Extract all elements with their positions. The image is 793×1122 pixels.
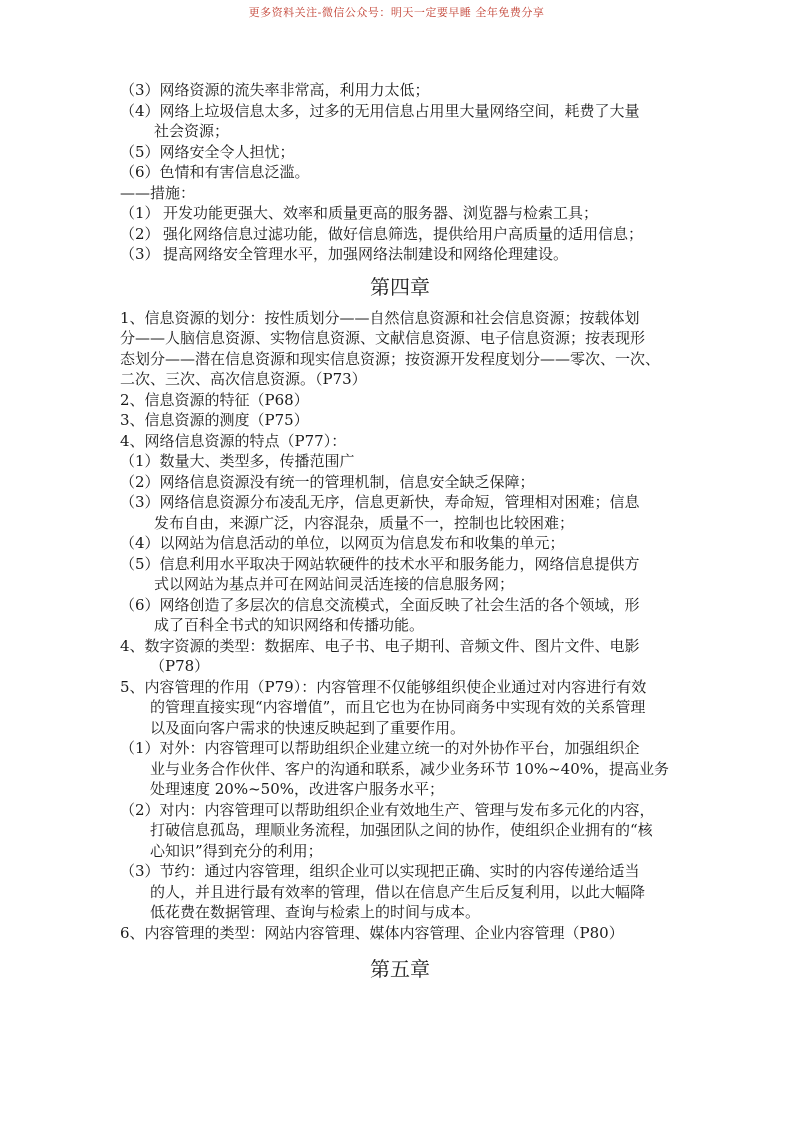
list-item-continuation: 处理速度 20%~50%，改进客户服务水平； — [150, 780, 445, 798]
list-item: （6）色情和有害信息泛滥。 — [120, 163, 310, 181]
measure-item — [120, 224, 680, 245]
list-item: （2）对内：内容管理可以帮助组织企业有效地生产、管理与发布多元化的内容， — [120, 800, 655, 819]
list-item: （5）网络安全令人担忧； — [120, 142, 295, 161]
list-item: （2）网络信息资源没有统一的管理机制，信息安全缺乏保障； — [120, 472, 535, 491]
measure-number: （2） — [120, 224, 160, 243]
list-item: （1）对外：内容管理可以帮助组织企业建立统一的对外协作平台，加强组织企 — [120, 739, 640, 757]
list-item: （5）信息利用水平取决于网站软硬件的技术水平和服务能力，网络信息提供方 — [120, 554, 640, 573]
list-item: 4、网络信息资源的特点（P77）： — [120, 431, 347, 450]
measure-text: 开发功能更强大、效率和质量更高的服务器、浏览器与检索工具； — [163, 204, 599, 222]
list-item-continuation: 的管理直接实现“内容增值”，而且它也为在协同商务中实现有效的关系管理 — [150, 698, 646, 716]
list-item: （4）网络上垃圾信息太多，过多的无用信息占用里大量网络空间，耗费了大量 — [120, 101, 640, 120]
promo-header: 更多资料关注-微信公众号：明天一定要早睡 全年免费分享 — [248, 6, 545, 19]
measure-item — [120, 203, 680, 224]
list-item-continuation: 的人，并且进行最有效率的管理，借以在信息产生后反复利用，以此大幅降 — [150, 882, 646, 901]
list-item-continuation: 成了百科全书式的知识网络和传播功能。 — [154, 616, 425, 634]
paragraph-line: 分——人脑信息资源、实物信息资源、文献信息资源、电子信息资源；按表现形 — [120, 329, 646, 347]
list-item-continuation: （P78） — [150, 657, 210, 675]
measure-text: 提高网络安全管理水平，加强网络法制建设和网络伦理建设。 — [163, 245, 569, 263]
paragraph-line: 二次、三次、高次信息资源。（P73） — [120, 370, 367, 388]
list-item: （3）节约：通过内容管理，组织企业可以实现把正确、实时的内容传递给适当 — [120, 862, 640, 880]
list-item: （4）以网站为信息活动的单位，以网页为信息发布和收集的单元； — [120, 534, 565, 552]
list-item: 2、信息资源的特征（P68） — [120, 390, 309, 409]
list-item-continuation: 打破信息孤岛，理顺业务流程，加强团队之间的协作，使组织企业拥有的“核 — [150, 821, 653, 839]
measures-title: ——措施： — [120, 183, 196, 202]
chapter-4-body — [120, 308, 680, 944]
document-body — [120, 80, 680, 990]
chapter-4-title: 第四章 — [370, 274, 430, 299]
paragraph-line: 态划分——潜在信息资源和现实信息资源；按资源开发程度划分——零次、一次、 — [120, 349, 661, 368]
list-item: （3）网络资源的流失率非常高，利用力太低； — [120, 81, 430, 99]
list-item-continuation: 低花费在数据管理、查询与检索上的时间与成本。 — [150, 903, 481, 921]
list-item: 4、数字资源的类型：数据库、电子书、电子期刊、音频文件、图片文件、电影 — [120, 636, 640, 655]
list-item-continuation: 心知识”得到充分的利用； — [150, 841, 323, 860]
section-top — [120, 80, 680, 265]
list-item: 3、信息资源的测度（P75） — [120, 411, 309, 429]
list-item: （6）网络创造了多层次的信息交流模式，全面反映了社会生活的各个领域，形 — [120, 595, 640, 614]
measure-text: 强化网络信息过滤功能，做好信息筛选，提供给用户高质量的适用信息； — [163, 224, 644, 243]
list-item-continuation: 以及面向客户需求的快速反映起到了重要作用。 — [150, 718, 466, 737]
measure-number: （3） — [120, 245, 160, 263]
list-item: （3）网络信息资源分布凌乱无序，信息更新快，寿命短，管理相对困难；信息 — [120, 493, 640, 511]
list-item-continuation: 发布自由，来源广泛，内容混杂，质量不一，控制也比较困难； — [154, 513, 575, 532]
chapter-5-title: 第五章 — [370, 957, 430, 981]
list-item: （1）数量大、类型多，传播范围广 — [120, 452, 355, 470]
list-item-continuation: 业与业务合作伙伴、客户的沟通和联系，减少业务环节 10%~40%，提高业务 — [150, 759, 670, 778]
list-item: 5、内容管理的作用（P79）：内容管理不仅能够组织使企业通过对内容进行有效 — [120, 677, 647, 696]
list-item-continuation: 社会资源； — [154, 122, 230, 140]
measure-number: （1） — [120, 204, 160, 222]
measure-item — [120, 244, 680, 265]
list-item-continuation: 式以网站为基点并可在网站间灵活连接的信息服务网； — [154, 575, 515, 593]
list-item: 6、内容管理的类型：网站内容管理、媒体内容管理、企业内容管理（P80） — [120, 923, 624, 942]
paragraph-line: 1、信息资源的划分：按性质划分——自然信息资源和社会信息资源；按载体划 — [120, 308, 640, 327]
